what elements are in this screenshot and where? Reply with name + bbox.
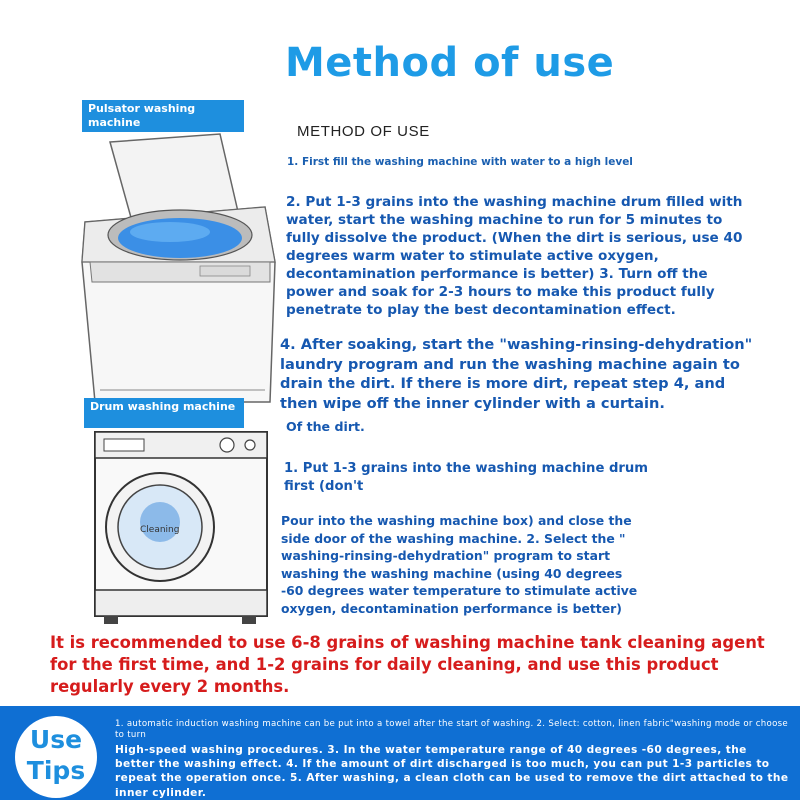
pulsator-label-text: Pulsator washing machine — [88, 102, 196, 129]
drum-label — [84, 398, 244, 428]
dosage-recommendation: It is recommended to use 6-8 grains of washing machine tank cleaning agent for the first time, and 1-2 grains for daily cleaning, and use this product regularly every 2 months. — [50, 633, 765, 696]
tips-small-text: 1. automatic induction washing machine can be put into a towel after the start of washing. 2. Select: cotton, linen fabric"washing mode or choose to turn — [115, 719, 789, 740]
tips-main-text: High-speed washing procedures. 3. In the water temperature range of 40 degrees -60 degrees, the better the washing effect. 4. If the amount of dirt discharged is too much, you can put 1-3 particles to repeat the operation once. 5. After washing, a clean cloth can be used to remove the dirt attached to the inner cylinder. — [115, 744, 789, 799]
pulsator-washing-machine-illustration — [70, 132, 285, 407]
page-title: Method of use — [285, 40, 615, 86]
instruction-step-4: 4. After soaking, start the "washing-rinsing-dehydration" laundry program and run the washing machine again to drain the dirt. If there is more dirt, repeat step 4, and then wipe off the inner cylinder with a curtain. — [280, 336, 753, 412]
instruction-step-1: 1. First fill the washing machine with water to a high level — [287, 156, 633, 168]
tips-title-line1: Use — [29, 725, 83, 754]
cleaning-caption: Cleaning — [140, 525, 180, 535]
tips-title-line2: Tips — [26, 756, 86, 785]
method-subtitle: METHOD OF USE — [297, 123, 430, 140]
drum-instruction-2: Pour into the washing machine box) and close the side door of the washing machine. 2. Select the " washing-rinsing-dehydration" program to start washing the washing machine (using 40 degrees -60 degrees water temperature to stimulate active oxygen, decontamination performance is better) — [281, 513, 638, 616]
drum-label-text: Drum washing machine — [90, 400, 236, 413]
tips-title — [19, 724, 93, 786]
of-the-dirt: Of the dirt. — [286, 419, 365, 434]
drum-washing-machine-illustration — [92, 430, 272, 626]
instruction-step-2-3: 2. Put 1-3 grains into the washing machine drum filled with water, start the washing machine to run for 5 minutes to fully dissolve the product. (When the dirt is serious, use 40 degrees warm water to stimulate active oxygen, decontamination performance is better) 3. Turn off the power and soak for 2-3 hours to make this product fully penetrate to play the best decontamination effect. — [286, 194, 743, 318]
pulsator-label — [82, 100, 244, 132]
drum-instruction-1: 1. Put 1-3 grains into the washing machine drum first (don't — [284, 461, 649, 494]
